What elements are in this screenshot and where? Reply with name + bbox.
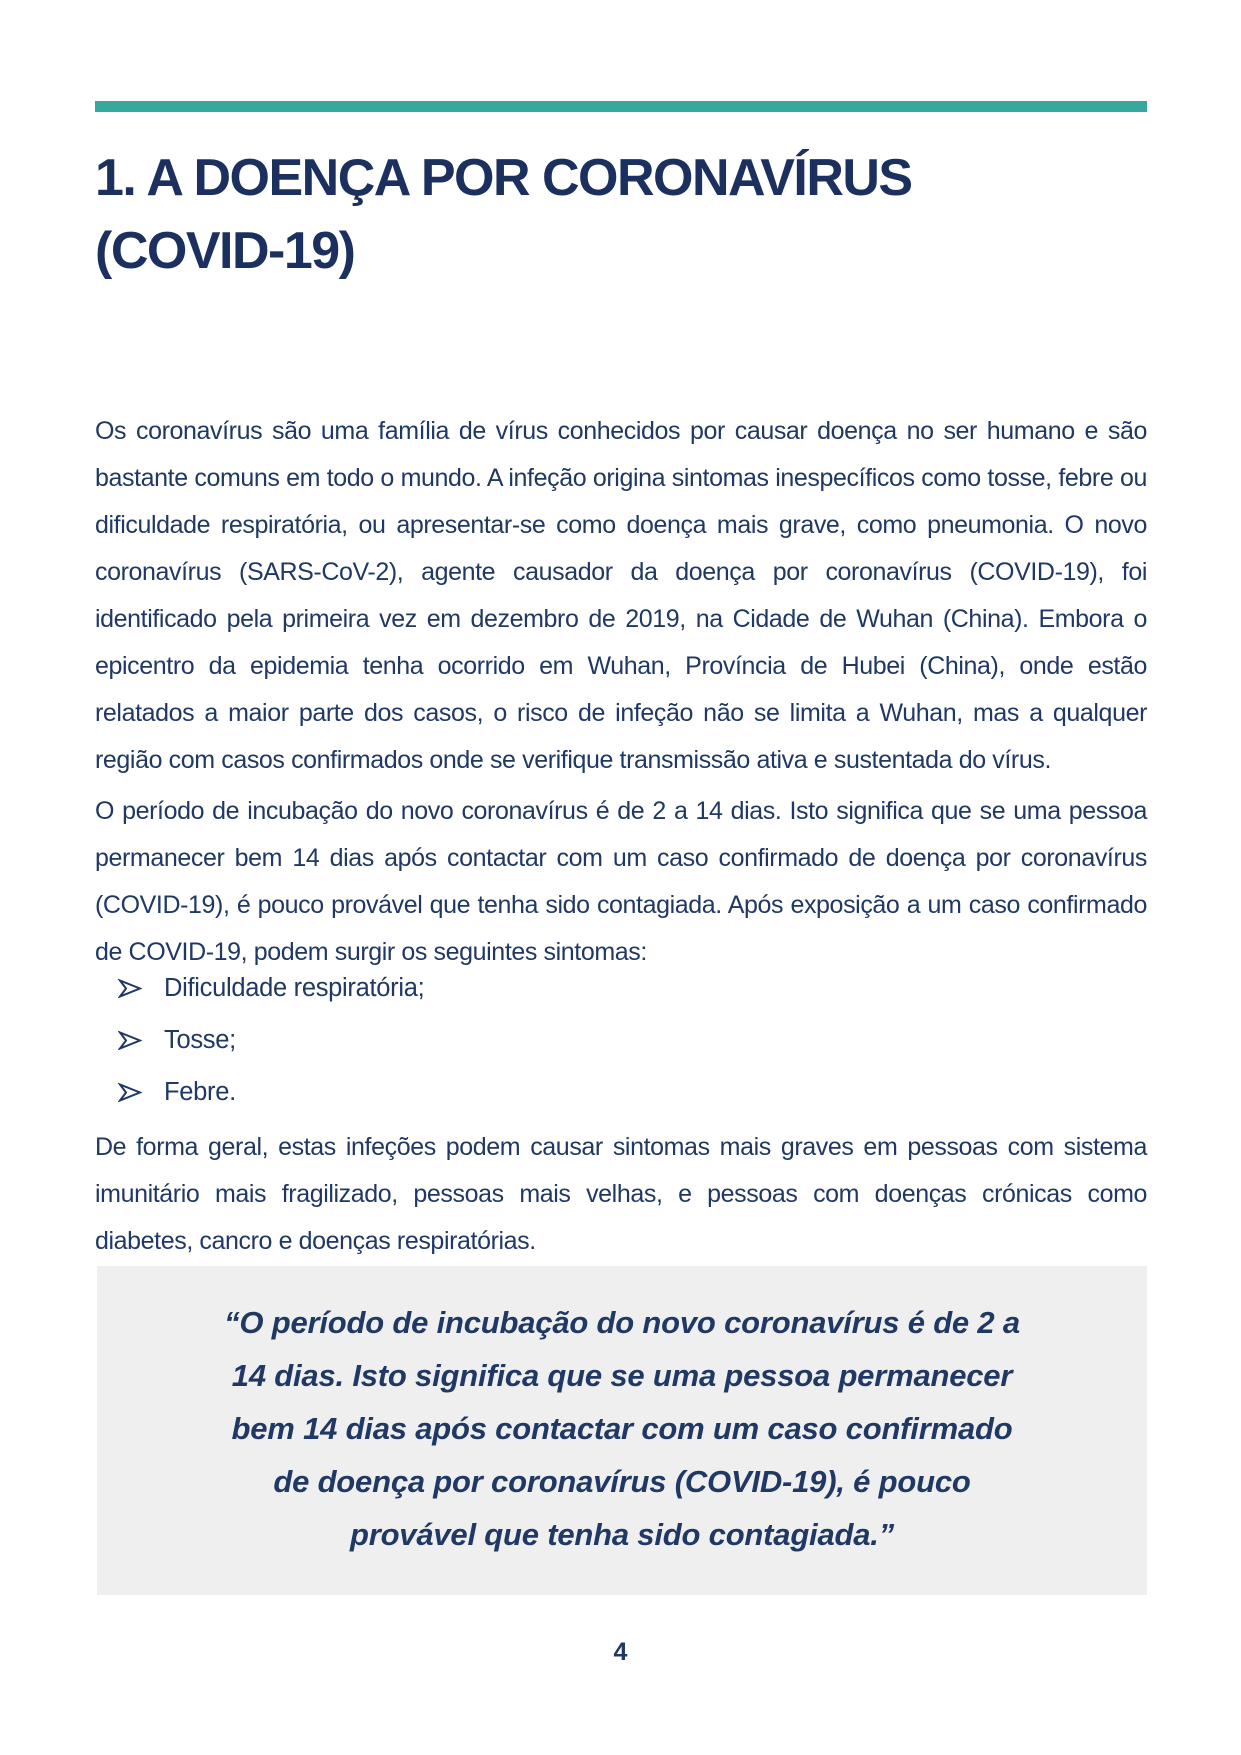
quote-box xyxy=(97,1266,1147,1595)
page-title-line-1: 1. A DOENÇA POR CORONAVÍRUS xyxy=(95,149,912,207)
quote-line: bem 14 dias após contactar com um caso confirmado xyxy=(231,1411,1013,1446)
paragraph-risk-groups: De forma geral, estas infeções podem causar sintomas mais graves em pessoas com sistema imunitário mais fragilizado, pessoas mais velhas, e pessoas com doenças crónicas como diabetes, cancro e doenças respiratórias. xyxy=(95,1133,1147,1255)
list-item-label: Febre. xyxy=(164,1077,236,1106)
list-item xyxy=(95,1066,1147,1118)
page-number: 4 xyxy=(613,1638,628,1666)
arrow-bullet-icon xyxy=(118,979,142,998)
list-item-label: Tosse; xyxy=(164,1025,236,1054)
quote-line: 14 dias. Isto significa que se uma pessoa permanecer xyxy=(231,1358,1013,1393)
top-accent-rule xyxy=(95,101,1147,112)
symptom-list xyxy=(95,962,1147,1118)
list-item xyxy=(95,1014,1147,1066)
quote-line: de doença por coronavírus (COVID-19), é pouco xyxy=(273,1464,971,1499)
list-item xyxy=(95,962,1147,1014)
arrow-bullet-icon xyxy=(118,1083,142,1102)
quote-line: “O período de incubação do novo coronavírus é de 2 a xyxy=(224,1305,1020,1340)
page-title-line-2: (COVID-19) xyxy=(95,222,355,280)
page-title xyxy=(95,142,1095,288)
quote-line: provável que tenha sido contagiada.” xyxy=(349,1517,895,1552)
paragraph-incubation-period: O período de incubação do novo coronavírus é de 2 a 14 dias. Isto significa que se uma pessoa permanecer bem 14 dias após contactar com um caso confirmado de doença por coronavírus (COVID-19), é pouco provável que tenha sido contagiada. Após exposição a um caso confirmado de COVID-19, podem surgir os seguintes sintomas: xyxy=(95,797,1147,966)
list-item-label: Dificuldade respiratória; xyxy=(164,973,425,1002)
paragraph-coronavirus-intro: Os coronavírus são uma família de vírus conhecidos por causar doença no ser humano e são bastante comuns em todo o mundo. A infeção origina sintomas inespecíficos como tosse, febre ou dificuldade respiratória, ou apresentar-se como doença mais grave, como pneumonia. O novo coronavírus (SARS-CoV-2), agente causador da doença por coronavírus (COVID-19), foi identificado pela primeira vez em dezembro de 2019, na Cidade de Wuhan (China). Embora o epicentro da epidemia tenha ocorrido em Wuhan, Província de Hubei (China), onde estão relatados a maior parte dos casos, o risco de infeção não se limita a Wuhan, mas a qualquer região com casos confirmados onde se verifique transmissão ativa e sustentada do vírus. xyxy=(95,417,1147,774)
arrow-bullet-icon xyxy=(118,1031,142,1050)
